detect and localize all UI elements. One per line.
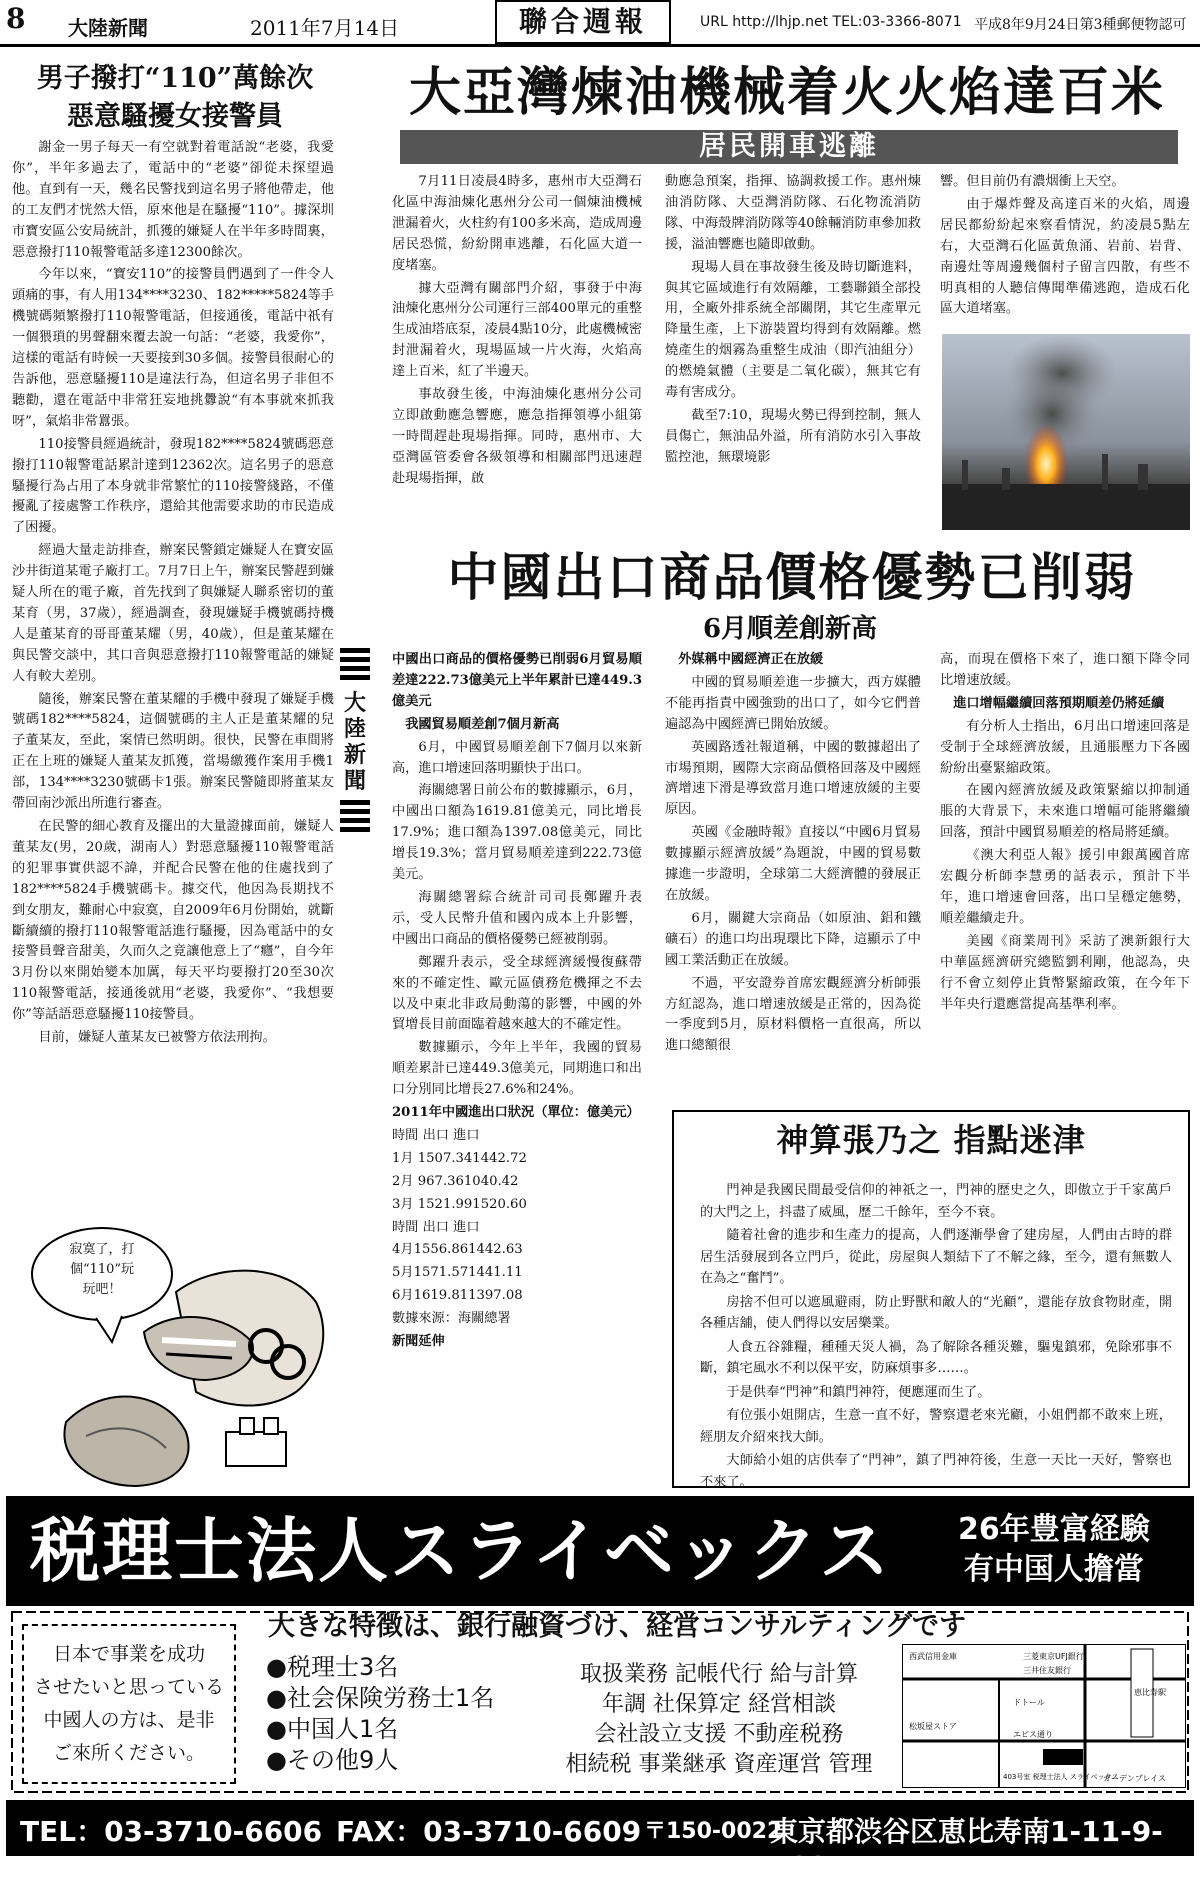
contact-url[interactable]: URL http://lhjp.net TEL:03-3366-8071 (700, 14, 962, 30)
paragraph: 房捨不但可以遮風避雨，防止野獸和敵人的“光顧”，還能存放食物財產，開各種店舖，使人們得以安居樂業。 (700, 1294, 1172, 1331)
paragraph: 海關總署日前公布的數據顯示，6月，中國出口額為1619.81億美元，同比增長17.9%；進口額為1397.08億美元，同比增長19.3%；當月貿易順差達到222.73億美元。 (392, 783, 642, 883)
paragraph: 《澳大利亞人報》援引申銀萬國首席宏觀分析師李慧勇的話表示，預計下半年，進口增速會回落，出口呈穩定態勢，順差繼續走升。 (940, 848, 1190, 926)
map-office-label: 403号室 税理士法人 スライベックス (1003, 1773, 1119, 1781)
list-item: 会社設立支援 不動産税務 (594, 1722, 844, 1747)
table-row: 5月1571.571441.11 (392, 1265, 523, 1281)
table-row: 時間 出口 進口 (392, 1219, 480, 1235)
fire-photo-graphic (942, 334, 1190, 530)
ad-feature-line: 大きな特徴は、銀行融資づけ、経営コンサルティングです (268, 1611, 966, 1642)
list-item: ●税理士3名 (266, 1653, 399, 1681)
section-name: 大陸新聞 (68, 16, 148, 40)
refinery-subheadline: 居民開車逃離 (400, 130, 1178, 164)
fortune-teller-box (672, 1110, 1190, 1488)
section-subhead: 進口增幅繼續回落預期順差仍將延續 (953, 695, 1165, 711)
paragraph: 有分析人士指出，6月出口增速回落是受制于全球經濟放緩，且通脹壓力下各國紛紛出臺緊縮政策。 (940, 718, 1190, 776)
export-column-3 (940, 650, 1190, 1108)
list-item: 相続税 事業継承 資産運営 管理 (565, 1752, 873, 1777)
office-address: 東京都渋谷区恵比寿南1-11-9-403 (770, 1815, 1163, 1883)
contact-bar (6, 1800, 1194, 1883)
data-source: 數據來源：海關總署 (392, 1311, 511, 1327)
cartoon-illustration (26, 1222, 336, 1492)
map-label: 三井住友銀行 (1023, 1666, 1071, 1675)
staff-list (266, 1652, 494, 1776)
refinery-column-1 (392, 172, 642, 532)
map-label: 恵比寿駅 (1134, 1688, 1166, 1697)
map-label: ドトール (1013, 1698, 1045, 1707)
section-subhead: 外媒稱中國經濟正在放緩 (678, 652, 824, 667)
experience-badge: 26年豊富経験 有中国人擔當 (958, 1512, 1150, 1587)
paragraph: 110接警員經過統計，發現182****5824號碼惡意撥打110報警電話累計達到12362次。這名男子的惡意騷擾行為占用了本身就非常繁忙的110接警綫路，不僅擾亂了接處警工作秩序，還給其他需要求助的市民造成了困擾。 (12, 436, 334, 536)
paragraph: 動應急預案，指揮、協調救援工作。惠州煉油消防隊、大亞灣消防隊、石化物流消防隊、中海殼牌消防隊等40餘輛消防車參加救援，溢油響應也隨即啟動。 (665, 174, 921, 252)
issue-date: 2011年7月14日 (250, 16, 400, 40)
fortune-body (700, 1180, 1172, 1519)
paper-logo: 聯合週報 (495, 0, 671, 44)
appeal-box: 日本で事業を成功 させたいと思っている 中國人の方は、是非 ご來所ください。 (22, 1624, 236, 1784)
paragraph: 英國《金融時報》直接以“中國6月貿易數據顯示經濟放緩”為題說，中國的貿易數據進一步證明，全球第二大經濟體的發展正在放緩。 (665, 825, 921, 903)
vertical-section-label (340, 648, 370, 878)
paragraph: 由于爆炸聲及高達百米的火焰，周邊居民都紛紛起來察看情況，約凌晨5點左右，大亞灣石化區黃魚涌、岩前、岩背、南邊灶等周邊幾個村子留言四散，有些不明真相的人聽信傳聞準備逃跑，造成石化區大道堵塞。 (940, 196, 1190, 317)
paragraph: 經過大量走訪排查，辦案民警鎖定嫌疑人在寶安區沙井街道某電子廠打工。7月7日上午，辦案民警趕到嫌疑人所在的電子廠，首先找到了與嫌疑人聯系密切的董某育（男，37歲），經過調查，發現嫌疑手機號碼持機人是董某育的哥哥董某耀（男，40歲），但是董某耀在與民警交談中，其口音與惡意撥打110報警電話的嫌疑人有較大差別。 (12, 543, 334, 684)
export-column-1 (392, 650, 642, 1488)
table-row: 2月 967.361040.42 (392, 1173, 519, 1189)
paragraph: 事故發生後，中海油煉化惠州分公司立即啟動應急響應，應急指揮領導小組第一時間趕赴現場指揮。同時，惠州市、大亞灣區管委會各級領導和相關部門迅速趕赴現場指揮，啟 (392, 387, 642, 486)
map-label: エビス通り (1013, 1730, 1053, 1739)
map-label: 西武信用金庫 (909, 1652, 957, 1661)
page-number: 8 (6, 2, 26, 35)
paragraph: 截至7:10，現場火勢已得到控制，無人員傷亡，無油品外溢，所有消防水引入事故監控池，無環境影 (665, 407, 921, 465)
paragraph: 6月，關鍵大宗商品（如原油、鋁和鐵礦石）的進口均出現環比下降，這顯示了中國工業活動正在放緩。 (665, 910, 921, 968)
paragraph: 有位張小姐開店，生意一直不好，警察還老來光顧，小姐們都不敢來上班，經朋友介紹來找大師。 (700, 1408, 1172, 1445)
fax-number[interactable]: FAX：03-3710-6609 (336, 1815, 642, 1848)
office-map (902, 1644, 1186, 1788)
left-story-body (12, 138, 334, 1218)
map-drawing (903, 1645, 1185, 1787)
ad-banner (6, 1496, 1194, 1606)
left-story-headline (10, 60, 340, 136)
paragraph: 據大亞灣有關部門介紹，事發于中海油煉化惠州分公司運行三部400單元的重整生成油塔底泵，凌晨4點10分，此處機械密封泄漏着火，現場區域一片火海，火焰高達上百米，紅了半邊天。 (392, 280, 642, 380)
list-item: 年調 社保算定 経営相談 (602, 1692, 836, 1717)
list-item: ●その他9人 (266, 1746, 399, 1774)
phone-number[interactable]: TEL：03-3710-6606 (20, 1815, 323, 1848)
list-item: ●社会保険労務士1名 (266, 1684, 495, 1712)
vertical-label-text: 大 陸 新 聞 (343, 690, 366, 794)
headline-line-1: 男子撥打“110”萬餘次 (36, 63, 314, 94)
table-row: 時間 出口 進口 (392, 1127, 480, 1143)
export-subheadline: 6月順差創新高 (702, 614, 878, 644)
paragraph: 門神是我國民間最受信仰的神祇之一，門神的歷史之久，即傲立于千家萬戶的大門之上，抖盡了威風，歷二千餘年，至今不衰。 (700, 1183, 1172, 1220)
header-rule (0, 44, 1200, 47)
paragraph: 隨後，辦案民警在董某耀的手機中發現了嫌疑手機號碼182****5824，這個號碼的主人正是董某耀的兒子董某友，至此，案情已然明朗。很快，民警在車間將正在上班的嫌疑人董某友抓獲，當場繳獲作案用手機1部，134****3230號碼卡1張。辦案民警隨即將董某友帶回南沙派出所進行審查。 (12, 691, 334, 812)
paragraph: 隨着社會的進步和生產力的提高，人們逐漸學會了建房屋，人們由古時的群居生活發展到各立門戶，從此，房屋與人類結下了不解之緣，至今，還有無數人在為之“奮鬥”。 (700, 1228, 1172, 1286)
paragraph: 在國內經濟放緩及政策緊縮以抑制通脹的大背景下，未來進口增幅可能將繼續回落，預計中國貿易順差的格局將延續。 (940, 783, 1190, 841)
paragraph: 人食五谷雜糧，種種天災人禍，為了解除各種災難，驅鬼鎮邪，免除邪事不斷，鎮宅風水不利以保平安，防麻煩事多……。 (700, 1339, 1172, 1376)
lead-summary: 中國出口商品的價格優勢已削弱6月貿易順差達222.73億美元上半年累計已達449.3億美元 (392, 652, 642, 709)
paragraph: 鄭躍升表示，受全球經濟緩慢復蘇帶來的不確定性、歐元區債務危機揮之不去以及中東北非政局動蕩的影響，中國的外貿增長目前面臨着越來越大的不確定性。 (392, 954, 642, 1033)
paragraph: 英國路透社報道稱，中國的數據超出了市場預期，國際大宗商品價格回落及中國經濟增速下滑是導致當月進口增速放緩的主要原因。 (665, 739, 921, 818)
label-stripes-bottom (340, 800, 370, 836)
paragraph: 響。但目前仍有濃烟衝上天空。 (940, 174, 1125, 189)
list-item: 取扱業務 記帳代行 給与計算 (580, 1662, 858, 1687)
table-row: 4月1556.861442.63 (392, 1242, 523, 1258)
services-list (554, 1660, 884, 1780)
paragraph: 海關總署綜合統計司司長鄭躍升表示，受人民幣升值和國內成本上升影響，中國出口商品的價格優勢已經被削弱。 (392, 889, 642, 947)
paragraph: 數據顯示，今年上半年，我國的貿易順差累計已達449.3億美元，同期進口和出口分別同比增長27.6%和24%。 (392, 1040, 642, 1098)
firm-name: 税理士法人スライベックス (30, 1510, 892, 1592)
refinery-headline: 大亞灣煉油機械着火火焰達百米 (408, 62, 1165, 123)
map-label: ガーデンプレイス (1103, 1774, 1167, 1783)
paragraph: 不過，平安證券首席宏觀經濟分析師張方紅認為，進口增速放緩是正常的，因為從一季度到5月，原材料價格一直很高，所以進口總額很 (665, 975, 921, 1054)
speech-bubble-text: 寂寞了，打 個“110”玩 玩吧！ (69, 1242, 135, 1297)
list-item: ●中国人1名 (266, 1715, 399, 1743)
refinery-column-3 (940, 172, 1190, 332)
export-headline: 中國出口商品價格優勢已削弱 (447, 548, 1137, 608)
fortune-title: 神算張乃之 指點迷津 (776, 1121, 1086, 1159)
paragraph: 在民警的細心教育及擺出的大量證據面前，嫌疑人董某友(男，20歲，湖南人）對惡意騷擾110報警電話的犯罪事實供認不諱，并配合民警在他的住處找到了182****5824手機號碼卡。據交代，他因為長期找不到女朋友，難耐心中寂寞，自2009年6月份開始，就斷斷續續的撥打110報警電話進行騷擾，因為電話中的女接警員聲音甜美，久而久之竟讓他意上了“癮”，自今年3月份以來開始變本加厲，每天平均要撥打20至30次110報警電話，接通後就用“老婆，我愛你”、“我想要你”等話語惡意騷擾110接警員。 (12, 819, 334, 1023)
refinery-fire-photo (942, 334, 1190, 530)
tax-firm-advertisement (0, 1496, 1200, 1883)
paragraph: 高，而現在價格下來了，進口額下降令同比增速放緩。 (940, 652, 1190, 688)
map-label: 三菱東京UFJ銀行 (1023, 1652, 1084, 1661)
export-column-2 (665, 650, 921, 1108)
paragraph: 中國的貿易順差進一步擴大，西方媒體不能再指責中國強勁的出口了，如今它們普遍認為中國經濟已開始放緩。 (665, 674, 921, 732)
paragraph: 今年以來，“寶安110”的接警員們遇到了一件令人頭痛的事，有人用134****3230、182*****5824等手機號碼頻繁撥打110報警電話，但接通後，電話中祇有一個猥瑣的男聲翻來覆去說一句話：“老婆，我愛你”，這樣的電話有時候一天要接到30多個。接警員很耐心的告訴他，惡意騷擾110是違法行為，但這名男子非但不聽勸，還在電話中非常狂妄地挑釁說“有本事就來抓我呀”，氣焰非常囂張。 (12, 267, 334, 429)
label-stripes-top (340, 648, 370, 684)
paragraph: 6月，中國貿易順差創下7個月以來新高，進口增速回落明顯快于出口。 (392, 739, 642, 776)
paragraph: 大師給小姐的店供奉了“門神”，鎮了門神符後，生意一天比一天好，警察也不來了。 (700, 1453, 1172, 1490)
paragraph: 7月11日凌晨4時多，惠州市大亞灣石化區中海油煉化惠州分公司一個煉油機械泄漏着火，火柱約有100多米高，造成周邊居民恐慌，紛紛開車逃離，石化區大道一度堵塞。 (392, 174, 642, 273)
paragraph: 目前，嫌疑人董某友已被警方依法刑拘。 (38, 1030, 276, 1046)
table-row: 6月1619.811397.08 (392, 1288, 523, 1304)
map-label: 松坂屋ストア (909, 1722, 957, 1731)
paragraph: 現場人員在事故發生後及時切斷進料，與其它區域進行有效隔離，工藝聯鎖全部投用，全廠外排系統全部關閉，其它生產單元降量生產，上下游裝置均得到有效隔離。燃燒產生的烟霧為重整生成油（即汽油組分）的燃燒氣體（主要是二氧化碳），無其它有毒有害成分。 (665, 259, 921, 401)
table-row: 1月 1507.341442.72 (392, 1150, 527, 1166)
table-row: 3月 1521.991520.60 (392, 1196, 527, 1212)
section-subhead: 我國貿易順差創7個月新高 (405, 716, 560, 732)
paragraph: 謝金一男子每天一有空就對着電話說“老婆，我愛你”，半年多過去了，電話中的“老婆”卻從未探望過他。直到有一天，幾名民警找到這名男子將他帶走，他的工友們才恍然大悟，原來他是在騷擾“110”。據深圳市寶安區公安局統計，抓獲的嫌疑人在半年多時間裏，惡意撥打110報警電話多達12300餘次。 (12, 140, 334, 260)
paragraph: 美國《商業周刊》采訪了澳新銀行大中華區經濟研究總監劉利剛，他認為，央行不會立刻停止貨幣緊縮政策，在今年下半年央行還應當提高基準利率。 (940, 933, 1190, 1012)
headline-line-2: 惡意騷擾女接警員 (67, 101, 283, 132)
masthead (0, 0, 1200, 46)
refinery-column-2 (665, 172, 921, 532)
postal-permit: 平成8年9月24日第3種郵便物認可 (974, 17, 1187, 33)
paragraph: 于是供奉“門神”和鎮門神符，便應運而生了。 (726, 1384, 991, 1400)
table-title: 2011年中國進出口狀況（單位：億美元） (392, 1105, 640, 1121)
section-subhead: 新聞延伸 (392, 1334, 445, 1350)
postal-code: 〒150-0022 (644, 1819, 783, 1844)
